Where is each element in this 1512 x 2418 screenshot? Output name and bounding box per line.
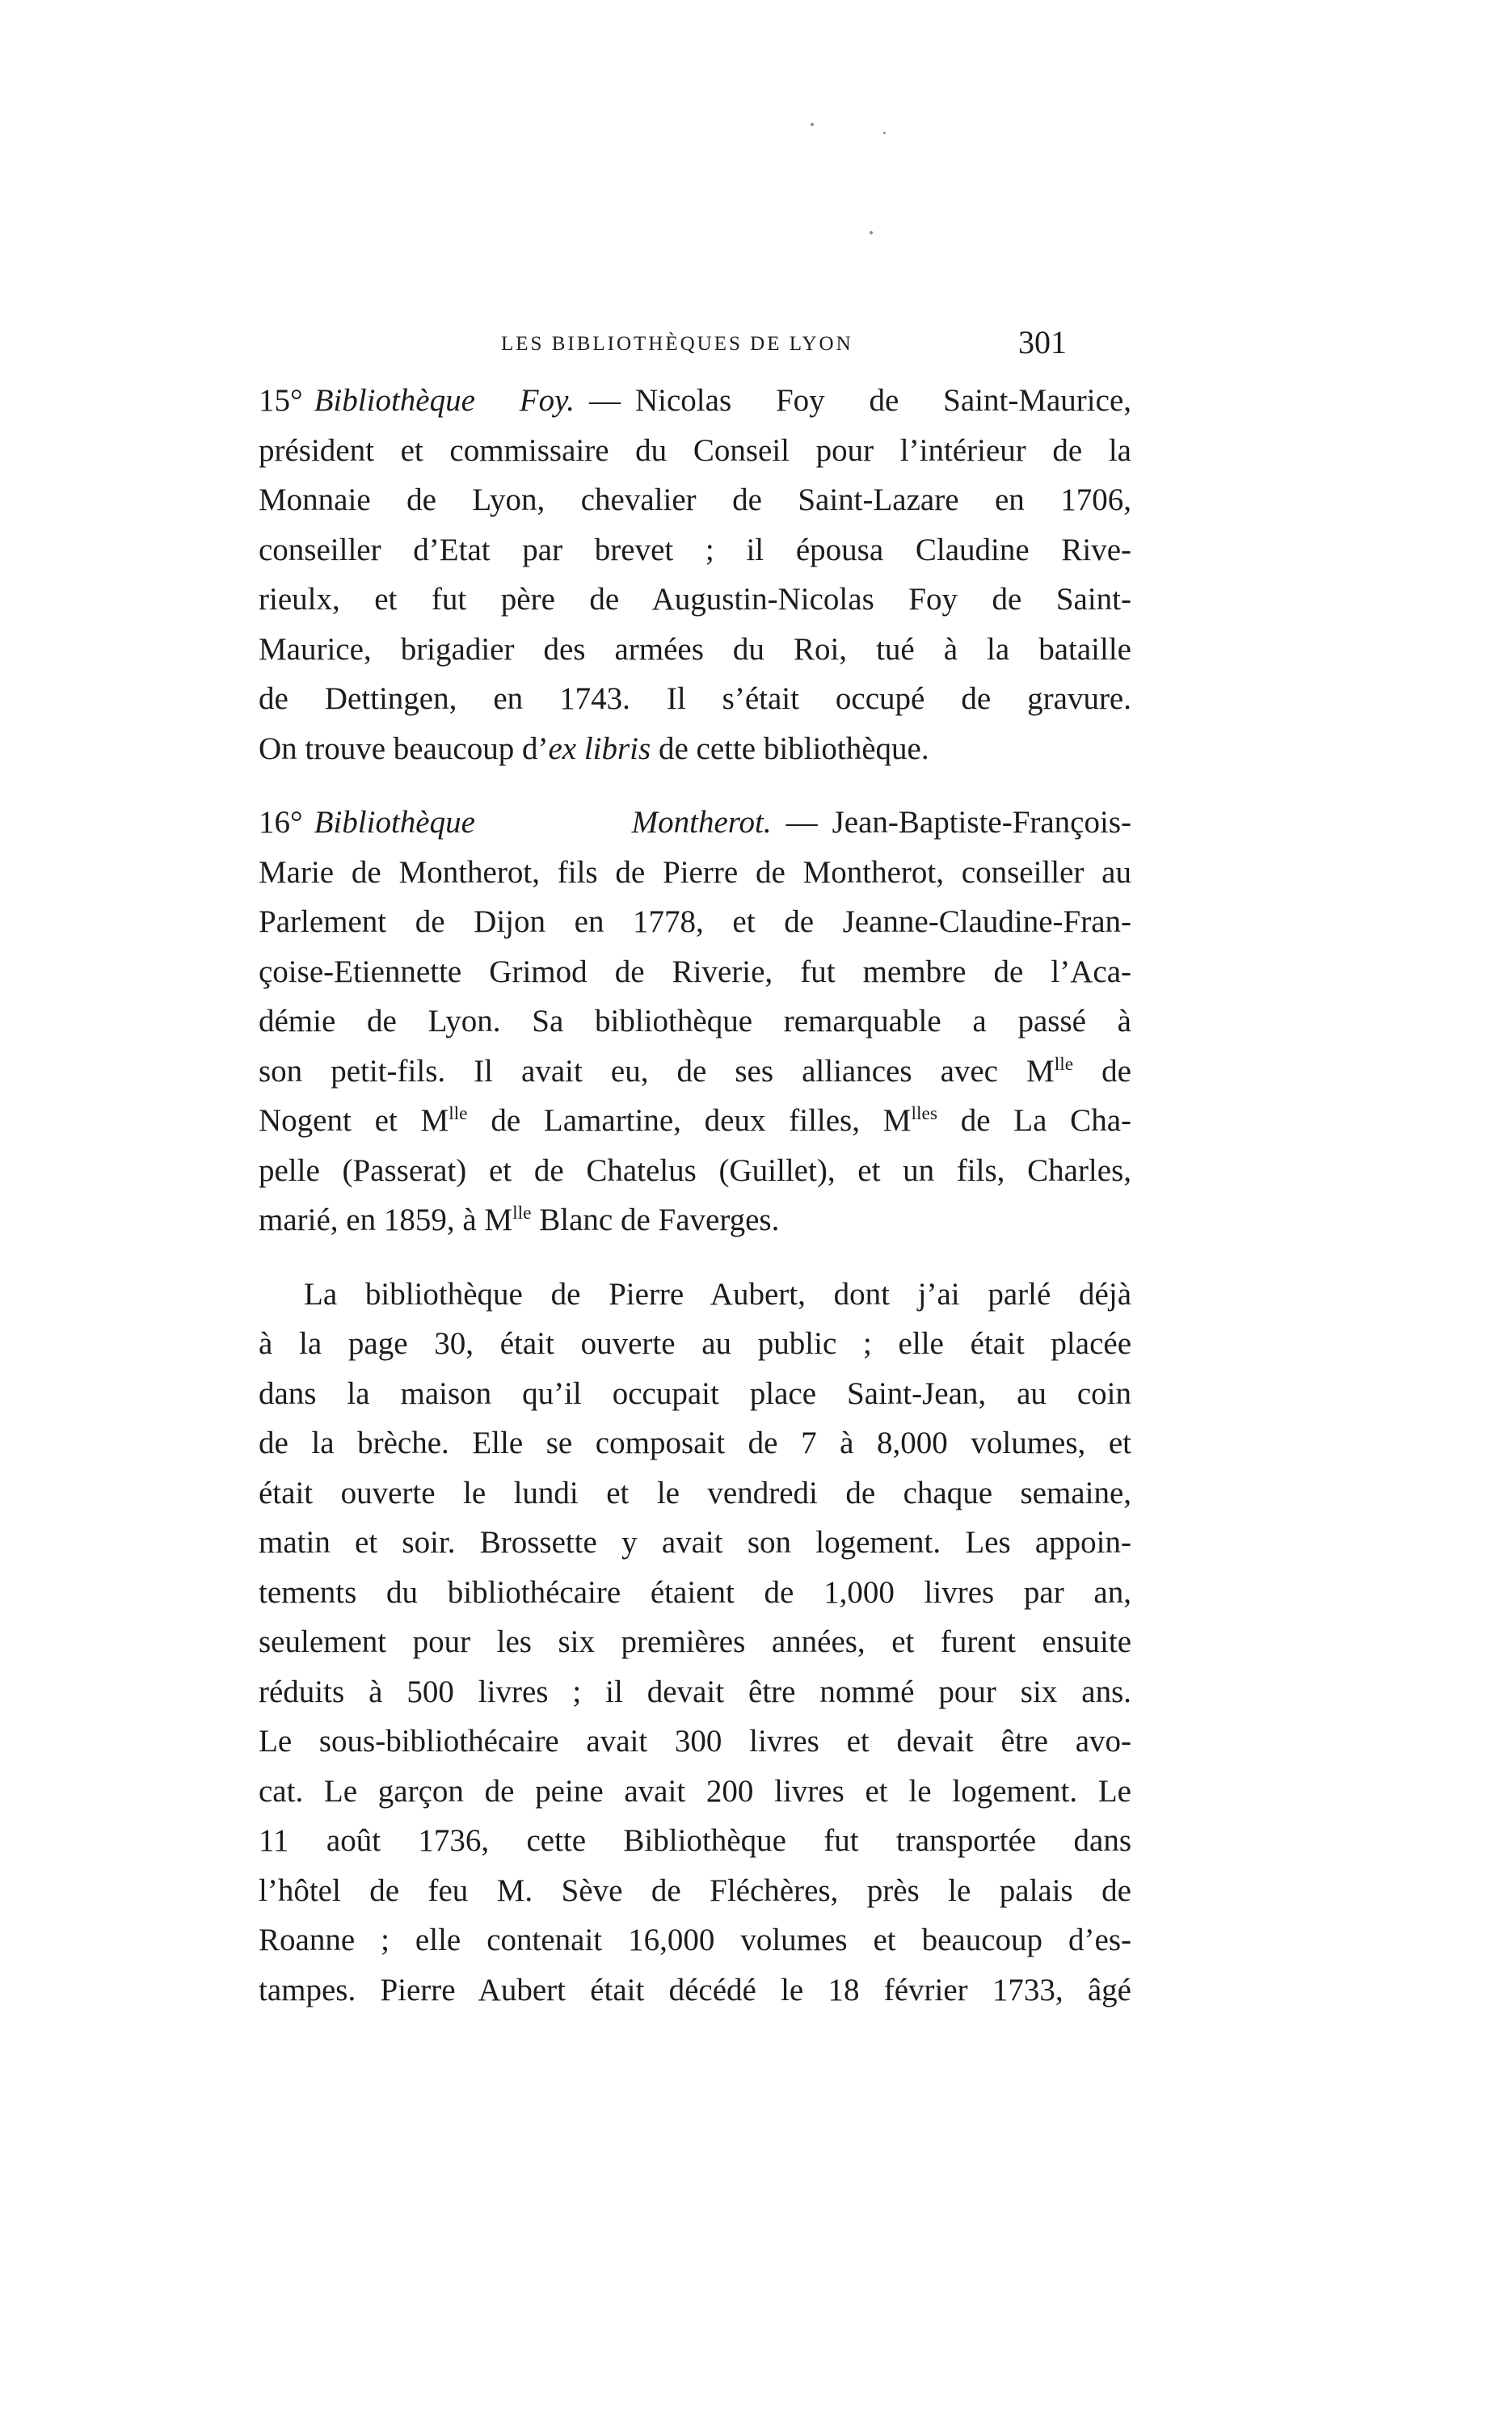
scan-speck	[811, 123, 814, 126]
text-line: l’hôtel de feu M. Sève de Fléchères, près le palais de	[259, 1872, 1131, 1908]
text-line: démie de Lyon. Sa bibliothèque remarquable a passé à	[259, 1004, 1131, 1038]
line-text: Jean-Baptiste-François-	[832, 805, 1131, 840]
text-line: On trouve beaucoup d’ex libris de cette bibliothèque.	[259, 731, 929, 766]
text-line: Marie de Montherot, fils de Pierre de Montherot, conseiller au	[259, 854, 1131, 890]
text-line: de Dettingen, en 1743. Il s’était occupé de gravure.	[259, 681, 1131, 716]
text-line: conseiller d’Etat par brevet ; il épousa Claudine Rive-	[259, 532, 1131, 567]
text-line: son petit-fils. Il avait eu, de ses alliances avec $M^{lle}$ de	[259, 1053, 1131, 1089]
text-line: pelle (Passerat) et de Chatelus (Guillet), et un fils, Charles,	[259, 1152, 1131, 1188]
paragraph-bibliotheque-foy	[259, 376, 1131, 773]
text-line: marié, en 1859, à $M^{lle}$ Blanc de Faverges.	[259, 1203, 780, 1237]
text-line: Nogent et $M^{lle}$ de Lamartine, deux filles, $M^{lles}$ de La Cha-	[259, 1103, 1131, 1138]
section-title: Bibliothèque Foy.	[314, 383, 575, 418]
superscript: lle	[512, 1203, 532, 1224]
text-line: à la page 30, était ouverte au public ; elle était placée	[259, 1326, 1131, 1361]
text-line: seulement pour les six premières années, et furent ensuite	[259, 1624, 1131, 1659]
text-line	[259, 376, 1131, 426]
running-title: LES BIBLIOTHÈQUES DE LYON	[501, 333, 853, 355]
text-line	[259, 798, 1131, 848]
page-number: 301	[1018, 324, 1067, 360]
italic-term: ex libris	[548, 731, 651, 766]
scan-speck	[883, 132, 886, 134]
text-line: çoise-Etiennette Grimod de Riverie, fut membre de l’Aca-	[259, 954, 1131, 989]
superscript: lle	[1054, 1053, 1074, 1075]
scan-speck	[870, 231, 873, 234]
body-text	[259, 376, 1131, 2015]
text-line: réduits à 500 livres ; il devait être nommé pour six ans.	[259, 1674, 1131, 1709]
text-line: tampes. Pierre Aubert était décédé le 18 février 1733, âgé	[259, 1972, 1131, 2007]
text-line: de la brèche. Elle se composait de 7 à 8,000 volumes, et	[259, 1426, 1131, 1460]
text-line: dans la maison qu’il occupait place Saint-Jean, au coin	[259, 1375, 1131, 1411]
section-title: Bibliothèque Montherot.	[314, 805, 772, 840]
text-line: Maurice, brigadier des armées du Roi, tué à la bataille	[259, 631, 1131, 667]
em-dash: —	[588, 383, 621, 418]
text-line: président et commissaire du Conseil pour l’intérieur de la	[259, 432, 1131, 468]
paragraph-pierre-aubert	[259, 1270, 1131, 2016]
text-line: matin et soir. Brossette y avait son logement. Les appoin-	[259, 1525, 1131, 1560]
superscript: lle	[449, 1103, 468, 1124]
running-head	[259, 323, 1131, 372]
text-line: 11 août 1736, cette Bibliothèque fut transportée dans	[259, 1823, 1131, 1858]
em-dash: —	[785, 805, 818, 840]
text-line: Le sous-bibliothécaire avait 300 livres et devait être avo-	[259, 1724, 1131, 1759]
superscript: lles	[911, 1103, 937, 1124]
text-line: Roanne ; elle contenait 16,000 volumes et beaucoup d’es-	[259, 1923, 1131, 1957]
line-text: Nicolas Foy de Saint-Maurice,	[634, 383, 1131, 418]
text-line: était ouverte le lundi et le vendredi de chaque semaine,	[259, 1475, 1131, 1510]
section-number: 15°	[259, 383, 303, 418]
text-line: cat. Le garçon de peine avait 200 livres et le logement. Le	[259, 1773, 1131, 1809]
text-line: Monnaie de Lyon, chevalier de Saint-Lazare en 1706,	[259, 482, 1131, 517]
section-number: 16°	[259, 805, 303, 840]
text-line: rieulx, et fut père de Augustin-Nicolas Foy de Saint-	[259, 582, 1131, 617]
text-line: La bibliothèque de Pierre Aubert, dont j’ai parlé déjà	[304, 1276, 1131, 1312]
text-line: tements du bibliothécaire étaient de 1,000 livres par an,	[259, 1574, 1131, 1610]
paragraph-bibliotheque-montherot	[259, 798, 1131, 1245]
text-line: Parlement de Dijon en 1778, et de Jeanne-Claudine-Fran-	[259, 904, 1131, 939]
